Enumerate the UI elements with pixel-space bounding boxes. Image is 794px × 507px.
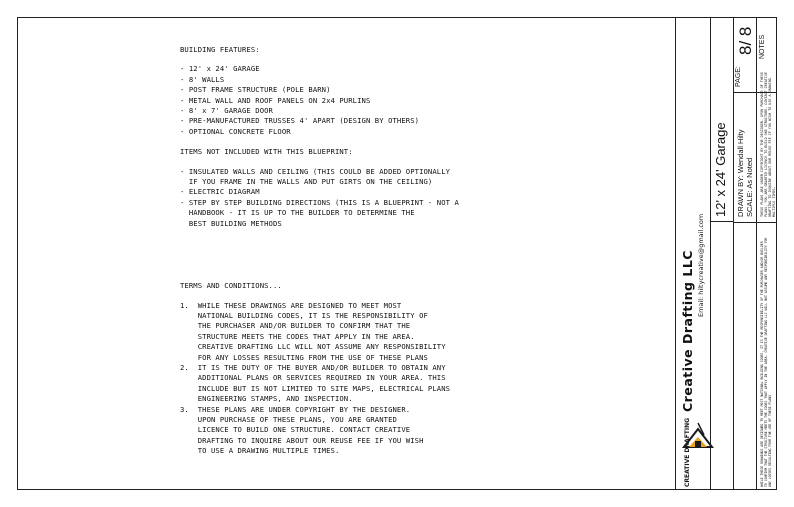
not-included-list bbox=[180, 167, 650, 229]
list-item: HANDBOOK - IT IS UP TO THE BUILDER TO DETERMINE THE bbox=[180, 208, 415, 218]
not-included-heading: ITEMS NOT INCLUDED WITH THIS BLUEPRINT: bbox=[180, 147, 353, 157]
list-item: 3. THESE PLANS ARE UNDER COPYRIGHT BY THE DESIGNER. bbox=[180, 404, 411, 414]
list-item: ADDITIONAL PLANS OR SERVICES REQUIRED IN YOUR AREA. THIS bbox=[180, 373, 446, 383]
copyright-notes: THESE PLANS ARE UNDER COPYRIGHT BY THE DESIGNER. UPON PURCHASE OF THESE PLANS, YOU ARE GRANTED LICENCE TO BUILD ONE STRUCTURE. CONTACT CREATIVE DRAFTING TO INQUIRE ABOUT OUR REUSE FEE IF YOU WISH TO USE A DRAWING MULTIPLE TIMES. bbox=[760, 72, 776, 217]
list-item: - POST FRAME STRUCTURE (POLE BARN) bbox=[180, 85, 331, 95]
logo-text: CREATIVE DRAFTING bbox=[684, 417, 691, 487]
list-item: NATIONAL BUILDING CODES, IT IS THE RESPONSIBILITY OF bbox=[180, 310, 428, 320]
list-item: - 8' WALLS bbox=[180, 74, 225, 84]
building-features-list bbox=[180, 64, 650, 137]
scale: SCALE: As Noted bbox=[745, 157, 754, 217]
list-item: ENGINEERING STAMPS, AND INSPECTION. bbox=[180, 394, 353, 404]
list-item: - 8' x 7' GARAGE DOOR bbox=[180, 106, 273, 116]
notes-content bbox=[180, 45, 650, 467]
list-item: UPON PURCHASE OF THESE PLANS, YOU ARE GRANTED bbox=[180, 414, 397, 424]
list-item: INCLUDE BUT IS NOT LIMITED TO SITE MAPS, ELECTRICAL PLANS bbox=[180, 383, 451, 393]
terms-heading: TERMS AND CONDITIONS... bbox=[180, 281, 282, 291]
company-name: Creative Drafting LLC bbox=[680, 250, 695, 412]
list-item: TO USE A DRAWING MULTIPLE TIMES. bbox=[180, 446, 340, 456]
page-label: PAGE: bbox=[735, 66, 742, 87]
list-item: 2. IT IS THE DUTY OF THE BUYER AND/OR BUILDER TO OBTAIN ANY bbox=[180, 362, 446, 372]
list-item: - ELECTRIC DIAGRAM bbox=[180, 187, 260, 197]
project-title: 12' x 24' Garage bbox=[713, 122, 728, 217]
list-item: LICENCE TO BUILD ONE STRUCTURE. CONTACT CREATIVE bbox=[180, 425, 411, 435]
drawn-by: DRAWN BY: Wendall Hilty bbox=[736, 129, 745, 217]
disclaimer-notes: WHILE THESE DRAWINGS ARE DESIGNED TO MEET MOST NATIONAL BUILDING CODES, IT IS THE RESPONSIBILITY OF THE PURCHASER AND/OR BUILDER TO CONFIRM THAT THE STRUCTURE MEETS THE CODES THAT APPLY IN THE AREA. CREATIVE DRAFTING LLC WILL NOT ASSUME ANY RESPONSIBILITY FOR ANY LOSSES RESULTING FROM THE USE OF THESE PLANS bbox=[760, 237, 772, 487]
list-item: - OPTIONAL CONCRETE FLOOR bbox=[180, 126, 291, 136]
list-item: - METAL WALL AND ROOF PANELS ON 2x4 PURLINS bbox=[180, 95, 371, 105]
list-item: - INSULATED WALLS AND CEILING (THIS COULD BE ADDED OPTIONALLY bbox=[180, 166, 451, 176]
list-item: - 12' x 24' GARAGE bbox=[180, 64, 260, 74]
list-item: DRAFTING TO INQUIRE ABOUT OUR REUSE FEE IF YOU WISH bbox=[180, 435, 424, 445]
list-item: - PRE-MANUFACTURED TRUSSES 4' APART (DESIGN BY OTHERS) bbox=[180, 116, 420, 126]
list-item: THE PURCHASER AND/OR BUILDER TO CONFIRM THAT THE bbox=[180, 321, 411, 331]
list-item: 1. WHILE THESE DRAWINGS ARE DESIGNED TO MEET MOST bbox=[180, 300, 402, 310]
list-item: FOR ANY LOSSES RESULTING FROM THE USE OF THESE PLANS bbox=[180, 352, 428, 362]
terms-list bbox=[180, 301, 650, 457]
list-item: STRUCTURE MEETS THE CODES THAT APPLY IN THE AREA. bbox=[180, 331, 415, 341]
title-block bbox=[675, 17, 777, 490]
list-item: CREATIVE DRAFTING LLC WILL NOT ASSUME ANY RESPONSIBILITY bbox=[180, 342, 446, 352]
list-item: IF YOU FRAME IN THE WALLS AND PUT GIRTS ON THE CEILING) bbox=[180, 177, 433, 187]
notes-label: NOTES bbox=[759, 34, 766, 59]
company-email: Email: hiltycreative@gmail.com bbox=[697, 213, 705, 317]
page-number: 8/ 8 bbox=[736, 26, 755, 55]
list-item: BEST BUILDING METHODS bbox=[180, 218, 282, 228]
list-item: - STEP BY STEP BUILDING DIRECTIONS (THIS IS A BLUEPRINT - NOT A bbox=[180, 197, 459, 207]
building-features-heading: BUILDING FEATURES: bbox=[180, 45, 260, 54]
